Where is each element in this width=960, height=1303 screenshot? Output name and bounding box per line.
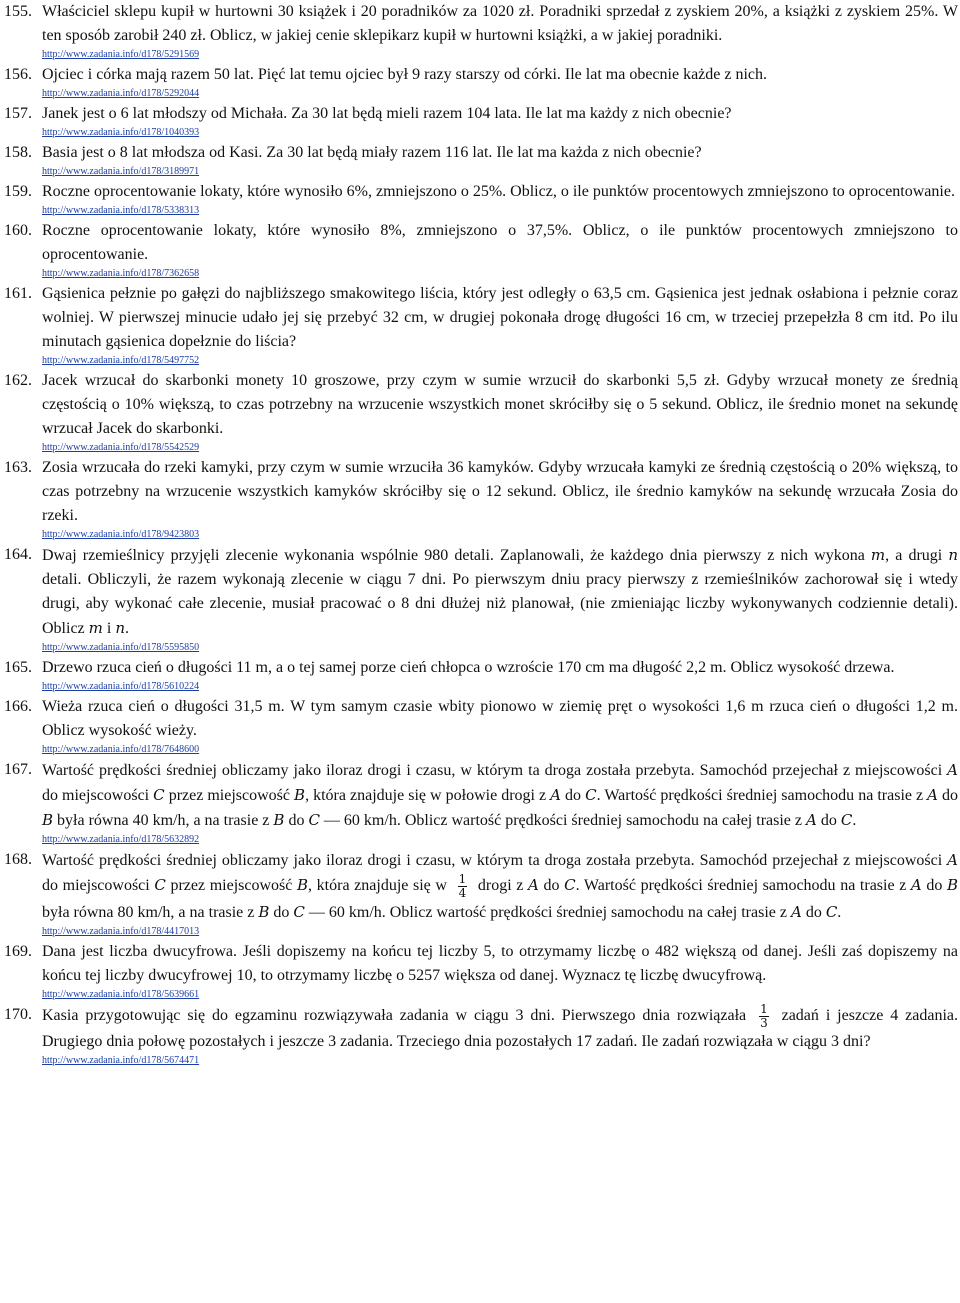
math-variable: B <box>294 786 306 804</box>
problem-text: Janek jest o 6 lat młodszy od Michała. Za 30 lat będą mieli razem 104 lata. Ile lat ma każdy z nich obecnie? <box>42 105 732 122</box>
problem-text: Basia jest o 8 lat młodsza od Kasi. Za 30 lat będą miały razem 116 lat. Ile lat ma każda z nich obecnie? <box>42 144 702 161</box>
problem-link[interactable]: http://www.zadania.info/d178/5639661 <box>42 989 200 1000</box>
problem-161 <box>4 282 958 367</box>
problem-170 <box>4 1003 958 1067</box>
problem-number: 159. <box>4 183 32 200</box>
math-variable: A <box>947 761 958 779</box>
problem-number: 156. <box>4 66 32 83</box>
problem-text: Roczne oprocentowanie lokaty, które wynosiło 8%, zmniejszono o 37,5%. Oblicz, o ile punktów procentowych zmniejszono to oprocentowanie. <box>42 222 958 263</box>
problem-160 <box>4 219 958 280</box>
math-variable: n <box>948 546 959 564</box>
problem-link[interactable]: http://www.zadania.info/d178/9423803 <box>42 529 200 540</box>
problem-number: 169. <box>4 943 32 960</box>
math-variable: m <box>870 546 886 564</box>
math-variable: B <box>42 811 54 829</box>
problem-link[interactable]: http://www.zadania.info/d178/5497752 <box>42 355 200 366</box>
problem-number: 165. <box>4 659 32 676</box>
problem-link[interactable]: http://www.zadania.info/d178/5595850 <box>42 642 200 653</box>
math-variable: A <box>528 876 539 895</box>
problem-159 <box>4 180 958 217</box>
problem-text: Właściciel sklepu kupił w hurtowni 30 książek i 20 poradników za 1020 zł. Poradniki sprzedał z zyskiem 20%, a książki z zyskiem 25%. W ten sposób zarobił 240 zł. Oblicz, w jakiej cenie sklepikarz kupił w hurtowni książki, a w jakiej poradniki. <box>42 3 958 44</box>
problem-number: 162. <box>4 372 32 389</box>
problem-text: Wartość prędkości średniej obliczamy jako iloraz drogi i czasu, w którym ta droga została przebyta. Samochód przejechał z miejscowości A do miejscowości C przez miejscowość B, która znajduje się w $\frac{1}{4}$ drogi z A do C. Wartość prędkości średniej samochodu na trasie z A do B była równa 80 km/h, a na trasie z B do C — 60 km/h. Oblicz wartość prędkości średniej samochodu na całej trasie z A do C. <box>42 851 959 921</box>
problem-text: Ojciec i córka mają razem 50 lat. Pięć lat temu ojciec był 9 razy starszy od córki. Ile lat ma obecnie każde z nich. <box>42 66 768 83</box>
problem-number: 157. <box>4 105 32 122</box>
math-variable: C <box>154 876 166 895</box>
problem-157 <box>4 102 958 139</box>
problem-number: 158. <box>4 144 32 161</box>
problem-164 <box>4 543 958 654</box>
math-variable: A <box>790 903 802 921</box>
problem-link[interactable]: http://www.zadania.info/d178/5632892 <box>42 834 200 845</box>
problem-number: 168. <box>4 851 32 868</box>
problem-link[interactable]: http://www.zadania.info/d178/5338313 <box>42 205 200 216</box>
math-variable: C <box>840 811 853 829</box>
problem-number: 166. <box>4 698 32 715</box>
math-variable: A <box>550 786 562 804</box>
problem-link[interactable]: http://www.zadania.info/d178/5291569 <box>42 49 200 60</box>
problem-text: Kasia przygotowując się do egzaminu rozwiązywała zadania w ciągu 3 dni. Pierwszego dnia rozwiązała $\frac{1}{3}$ zadań i jeszcze 4 zadania. Drugiego dnia połowę pozostałych i jeszcze 3 zadania. Trzeciego dnia pozostałych 17 zadań. Ile zadań rozwiązała w ciągu 3 dni? <box>42 1002 959 1050</box>
problem-166 <box>4 695 958 756</box>
problem-168 <box>4 848 958 938</box>
problem-155 <box>4 0 958 61</box>
problem-169 <box>4 940 958 1001</box>
math-variable: C <box>308 811 320 829</box>
problem-number: 167. <box>4 761 32 778</box>
math-variable: n <box>115 619 126 637</box>
math-variable: A <box>927 786 938 804</box>
math-variable: B <box>258 903 270 921</box>
problem-text: Dana jest liczba dwucyfrowa. Jeśli dopiszemy na końcu tej liczby 5, to otrzymamy liczbę o 482 większą od danej. Jeśli zaś dopiszemy na końcu tej liczby dwucyfrowej 10, to otrzymamy liczbę o 5257 większa od danej. Wyznacz tę liczbę dwucyfrową. <box>42 943 958 984</box>
problem-text: Wieża rzuca cień o długości 31,5 m. W tym samym czasie wbity pionowo w ziemię pręt o wysokości 1,6 m rzuca cień o długości 1,2 m. Oblicz wysokość wieży. <box>42 698 958 739</box>
problem-text: Jacek wrzucał do skarbonki monety 10 groszowe, przy czym w sumie wrzucił do skarbonki 5,5 zł. Gdyby wrzucał monety ze średnią częstością o 10% większą, to czas potrzebny na wrzucenie wszystkich monet skróciłby się o 5 sekund. Oblicz, ile średnio monet na sekundę wrzucał Jacek do skarbonki. <box>42 372 958 437</box>
problem-text: Wartość prędkości średniej obliczamy jako iloraz drogi i czasu, w którym ta droga została przebyta. Samochód przejechał z miejscowości A do miejscowości C przez miejscowość B, która znajduje się w połowie drogi z A do C. Wartość prędkości średniej samochodu na trasie z A do B była równa 40 km/h, a na trasie z B do C — 60 km/h. Oblicz wartość prędkości średniej samochodu na całej trasie z A do C. <box>42 761 959 829</box>
math-variable: A <box>910 876 922 895</box>
problem-167 <box>4 758 958 846</box>
fraction: $\frac{1}{4}$ <box>458 872 467 900</box>
math-variable: B <box>297 876 309 895</box>
problem-163 <box>4 456 958 541</box>
problem-number: 155. <box>4 3 32 20</box>
math-variable: A <box>947 851 958 869</box>
problem-link[interactable]: http://www.zadania.info/d178/7362658 <box>42 268 200 279</box>
math-variable: B <box>947 876 959 895</box>
math-variable: C <box>293 903 305 921</box>
problem-link[interactable]: http://www.zadania.info/d178/5292044 <box>42 88 200 99</box>
problem-text: Roczne oprocentowanie lokaty, które wynosiło 6%, zmniejszono o 25%. Oblicz, o ile punktów procentowych zmniejszono to oprocentowanie. <box>42 183 955 200</box>
problem-link[interactable]: http://www.zadania.info/d178/5542529 <box>42 442 200 453</box>
problem-link[interactable]: http://www.zadania.info/d178/5674471 <box>42 1055 200 1066</box>
problem-158 <box>4 141 958 178</box>
problem-link[interactable]: http://www.zadania.info/d178/4417013 <box>42 926 200 937</box>
math-variable: m <box>88 619 103 637</box>
problem-number: 163. <box>4 459 32 476</box>
problem-text: Gąsienica pełznie po gałęzi do najbliższego smakowitego liścia, który jest odległy o 63,5 cm. Gąsienica jest jednak osłabiona i pełznie coraz wolniej. W pierwszej minucie udało jej się przebyć 32 cm, w drugiej pokonała drogę długości 16 cm, w trzeciej przepełzła 8 cm itd. Po ilu minutach gąsienica dopełznie do liścia? <box>42 285 958 350</box>
problem-text: Zosia wrzucała do rzeki kamyki, przy czym w sumie wrzuciła 36 kamyków. Gdyby wrzucała kamyki ze średnią częstością o 20% większą, to czas potrzebny na wrzucenie wszystkich kamyków skróciłby się o 12 sekund. Oblicz, ile średnio kamyków na sekundę wrzucała Zosia do rzeki. <box>42 459 958 524</box>
math-variable: C <box>825 903 838 921</box>
problem-number: 161. <box>4 285 32 302</box>
math-variable: C <box>153 786 165 804</box>
math-variable: C <box>585 786 597 804</box>
problem-link[interactable]: http://www.zadania.info/d178/7648600 <box>42 744 200 755</box>
math-variable: A <box>806 811 817 829</box>
problem-165 <box>4 656 958 693</box>
problem-number: 164. <box>4 546 32 563</box>
problem-number: 170. <box>4 1006 32 1023</box>
math-variable: B <box>273 811 285 829</box>
problem-text: Dwaj rzemieślnicy przyjęli zlecenie wykonania wspólnie 980 detali. Zaplanowali, że każdego dnia pierwszy z nich wykona m, a drugi n detali. Obliczyli, że razem wykonają zlecenie w ciągu 7 dni. Po pierwszym dniu pracy pierwszy z rzemieślników zachorował się i wtedy drugi, aby wykonać całe zlecenie, musiał pracować o 8 dni dłużej niż planował, (nie zmieniając liczby wykonywanych codziennie detali). Oblicz m i n. <box>42 546 959 637</box>
problem-link[interactable]: http://www.zadania.info/d178/3189971 <box>42 166 200 177</box>
problem-number: 160. <box>4 222 32 239</box>
problem-162 <box>4 369 958 454</box>
math-variable: C <box>564 876 576 895</box>
fraction: $\frac{1}{3}$ <box>760 1002 768 1030</box>
problem-link[interactable]: http://www.zadania.info/d178/5610224 <box>42 681 200 692</box>
problem-link[interactable]: http://www.zadania.info/d178/1040393 <box>42 127 200 138</box>
problem-text: Drzewo rzuca cień o długości 11 m, a o tej samej porze cień chłopca o wzroście 170 cm ma długość 2,2 m. Oblicz wysokość drzewa. <box>42 659 895 676</box>
problem-156 <box>4 63 958 100</box>
